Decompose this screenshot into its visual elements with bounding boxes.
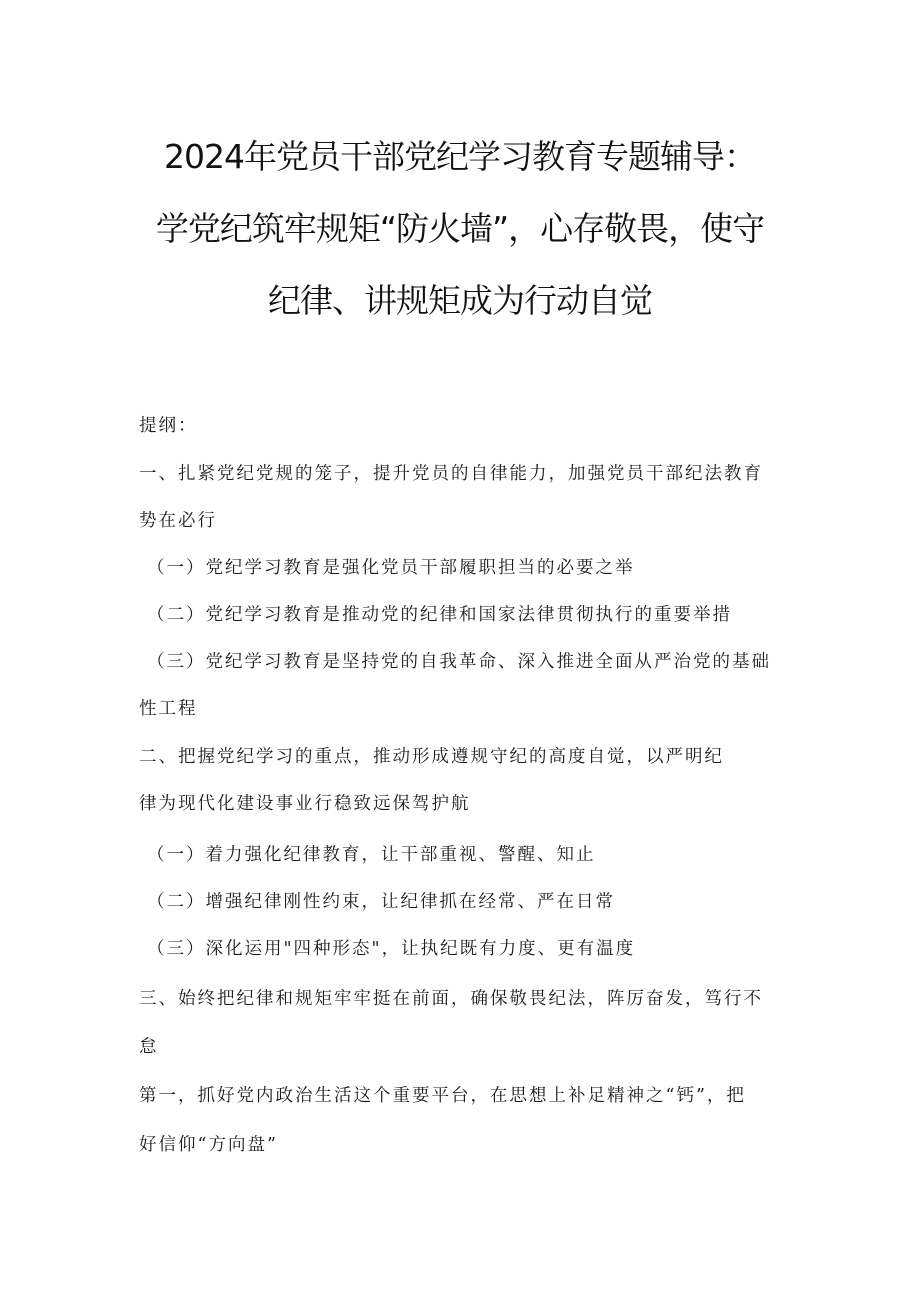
section2-item2: （二）增强纪律刚性约束，让纪律抓在经常、严在日常 <box>147 892 615 912</box>
section3-heading-line2: 怠 <box>139 1037 159 1057</box>
section1-item3-line1: （三）党纪学习教育是坚持党的自我革命、深入推进全面从严治党的基础 <box>147 652 771 672</box>
section1-heading-line2: 势在必行 <box>139 511 217 531</box>
section1-item2: （二）党纪学习教育是推动党的纪律和国家法律贯彻执行的重要举措 <box>147 605 732 625</box>
section2-item1: （一）着力强化纪律教育，让干部重视、警醒、知止 <box>147 845 596 865</box>
title-line-3: 纪律、讲规矩成为行动自觉 <box>268 281 652 320</box>
section3-point1-line1: 第一，抓好党内政治生活这个重要平台，在思想上补足精神之“钙”，把 <box>139 1086 746 1106</box>
section1-item1: （一）党纪学习教育是强化党员干部履职担当的必要之举 <box>147 558 635 578</box>
document-title <box>0 128 920 344</box>
title-line-2: 学党纪筑牢规矩“防火墙”，心存敬畏，使守 <box>155 209 765 248</box>
section3-heading-line1: 三、始终把纪律和规矩牢牢挺在前面，确保敬畏纪法，阵厉奋发，笃行不 <box>139 989 763 1009</box>
outline-label: 提纲： <box>139 416 198 436</box>
title-line-1: 2024年党员干部党纪学习教育专题辅导： <box>164 137 756 176</box>
section2-heading-line1: 二、把握党纪学习的重点，推动形成遵规守纪的高度自觉，以严明纪 <box>139 747 724 767</box>
section1-heading-line1: 一、扎紧党纪党规的笼子，提升党员的自律能力，加强党员干部纪法教育 <box>139 464 763 484</box>
section1-item3-line2: 性工程 <box>139 699 198 719</box>
section3-point1-line2: 好信仰“方向盘” <box>139 1135 278 1155</box>
section2-heading-line2: 律为现代化建设事业行稳致远保驾护航 <box>139 794 471 814</box>
section2-item3: （三）深化运用"四种形态"，让执纪既有力度、更有温度 <box>147 939 636 959</box>
